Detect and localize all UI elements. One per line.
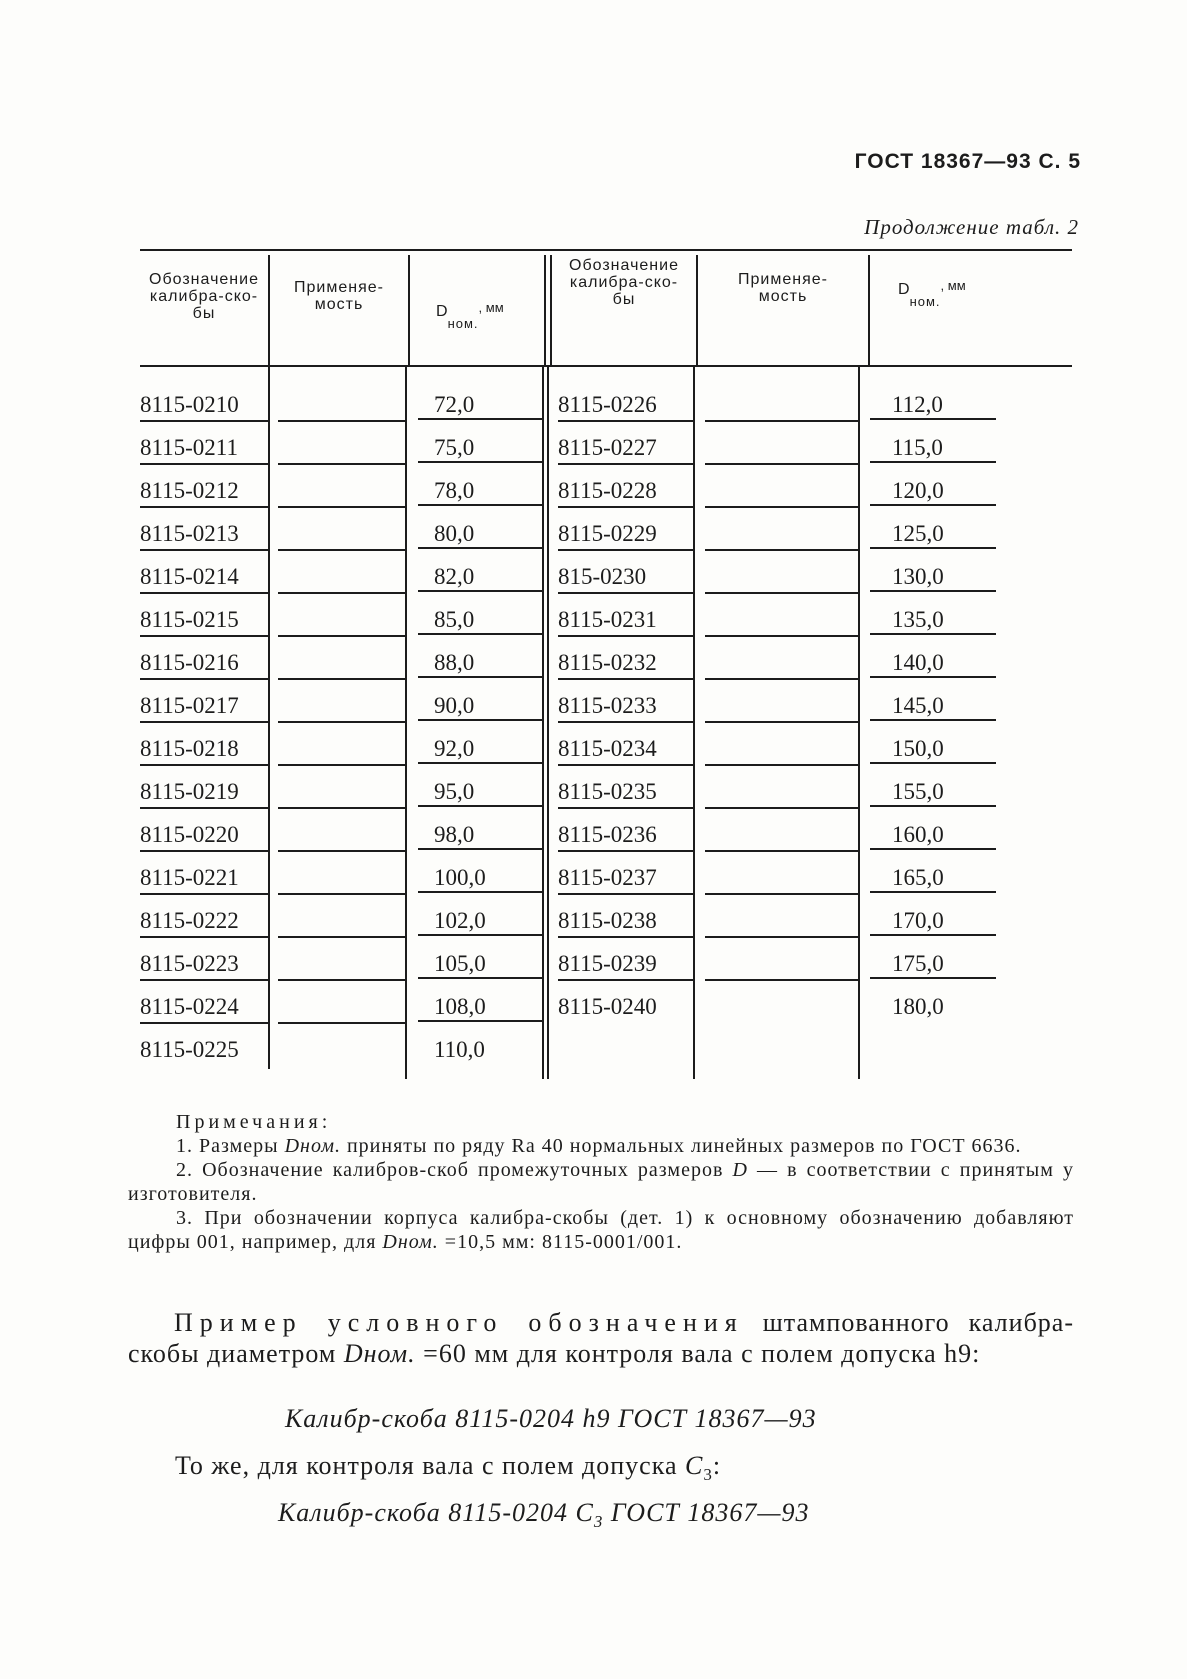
example-line-1: Калибр-скоба 8115-0204 h9 ГОСТ 18367—93 — [285, 1404, 817, 1433]
table-row: 8115-0225 110,0 — [140, 1037, 485, 1062]
table-row: 8115-0221 100,0 8115-0237 165,0 — [140, 858, 1072, 901]
notes-title: Примечания: — [176, 1111, 332, 1133]
table-row: 8115-0222 102,0 8115-0238 170,0 — [140, 901, 1072, 944]
note-1: 1. Размеры Dном. приняты по ряду Ra 40 нормальных линейных размеров по ГОСТ 6636. — [176, 1135, 1022, 1157]
table-divider — [868, 255, 870, 365]
table-top-rule — [140, 249, 1072, 251]
table-row: 8115-0215 85,0 8115-0231 135,0 — [140, 600, 1072, 643]
table-row: 8115-0213 80,0 8115-0229 125,0 — [140, 514, 1072, 557]
table-row: 8115-0224 108,0 8115-0240 180,0 — [140, 987, 1072, 1030]
table-row: 8115-0219 95,0 8115-0235 155,0 — [140, 772, 1072, 815]
header-dnom: $D_{ном.}^{, мм}$ — [436, 300, 504, 331]
table-row: 8115-0214 82,0 815-0230 130,0 — [140, 557, 1072, 600]
header-applicability: Применяе- мость — [738, 271, 828, 305]
table-row: 8115-0218 92,0 8115-0234 150,0 — [140, 729, 1072, 772]
table-divider — [544, 255, 546, 365]
header-designation: Обозначение калибра-ско- бы — [569, 257, 679, 308]
note-3: 3. При обозначении корпуса калибра-скобы (дет. 1) к основному обозначению добавляют цифры 001, например, для Dном. =10,5 мм: 8115-0001/001. — [128, 1207, 1074, 1253]
table-row: 8115-0211 75,0 8115-0227 115,0 — [140, 428, 1072, 471]
table-row: 8115-0220 98,0 8115-0236 160,0 — [140, 815, 1072, 858]
designation-example — [128, 1307, 1074, 1369]
example-lead: Пример условного обозначения штампованного калибра-скобы диаметром Dном. =60 мм для контроля вала с полем допуска h9: — [128, 1308, 1074, 1368]
table-row: 8115-0223 105,0 8115-0239 175,0 — [140, 944, 1072, 987]
example-line-2: Калибр-скоба 8115-0204 $C_3$ ГОСТ 18367—93 — [278, 1498, 810, 1532]
header-applicability: Применяе- мость — [294, 279, 384, 313]
table-row: 8115-0212 78,0 8115-0228 120,0 — [140, 471, 1072, 514]
example-same: То же, для контроля вала с полем допуска $C_3$: — [175, 1451, 722, 1485]
table-row: 8115-0217 90,0 8115-0233 145,0 — [140, 686, 1072, 729]
header-designation: Обозначение калибра-ско- бы — [149, 271, 259, 322]
table-notes — [128, 1110, 1074, 1254]
table-row: 8115-0216 88,0 8115-0232 140,0 — [140, 643, 1072, 686]
table-divider — [408, 255, 410, 365]
header-dnom: $D_{ном.}^{, мм}$ — [898, 278, 966, 309]
table-header-rule — [140, 365, 1072, 367]
table-continuation: Продолжение табл. 2 — [864, 215, 1079, 239]
table-row: 8115-0210 72,0 8115-0226 112,0 — [140, 385, 1072, 428]
dimensions-table — [140, 249, 1072, 1081]
note-2: 2. Обозначение калибров-скоб промежуточных размеров D — в соответствии с принятым у изготовителя. — [128, 1159, 1074, 1205]
page-header: ГОСТ 18367—93 С. 5 — [854, 150, 1081, 173]
